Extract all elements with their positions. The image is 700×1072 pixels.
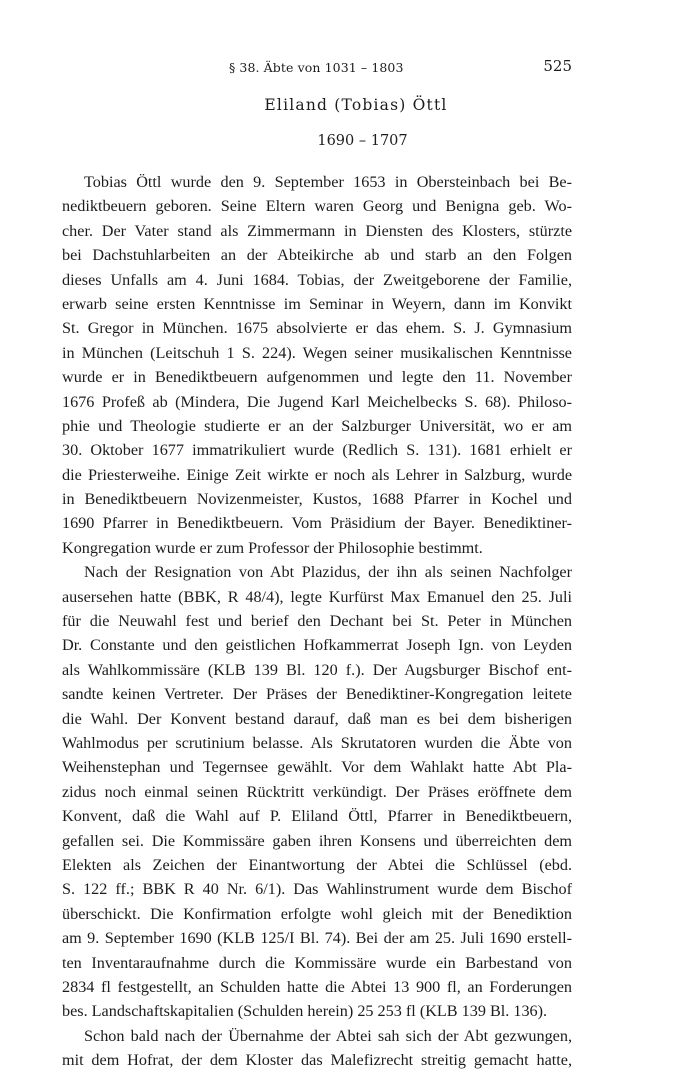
text-line: Weihenstephan und Tegernsee gewählt. Vor dem Wahlakt hatte Abt Pla- (62, 758, 572, 777)
text-line: dieses Unfalls am 4. Juni 1684. Tobias, der Zweitgeborene der Familie, (62, 270, 572, 289)
text-line: am 9. September 1690 (KLB 125/I Bl. 74). Bei der am 25. Juli 1690 erstell- (62, 929, 572, 948)
text-line: Elekten als Zeichen der Einantwortung der Abtei die Schlüssel (ebd. (62, 855, 572, 874)
text-line: Tobias Öttl wurde den 9. September 1653 in Obersteinbach bei Be- (84, 173, 572, 191)
page-number: 525 (543, 57, 572, 75)
text-line: Nach der Resignation von Abt Plazidus, der ihn als seinen Nachfolger (84, 563, 572, 582)
text-line: cher. Der Vater stand als Zimmermann in Diensten des Klosters, stürzte (62, 221, 572, 240)
text-line: Wahlmodus per scrutinium belasse. Als Skrutatoren wurden die Äbte von (62, 733, 572, 752)
text-line: Dr. Constante und den geistlichen Hofkammerrat Joseph Ign. von Leyden (62, 636, 572, 655)
running-head: § 38. Äbte von 1031 – 1803 (229, 60, 404, 75)
text-line: nediktbeuern geboren. Seine Eltern waren Georg und Benigna geb. Wo- (62, 197, 572, 216)
text-line: Schon bald nach der Übernahme der Abtei sah sich der Abt gezwungen, (84, 1026, 572, 1045)
text-line: die Priesterweihe. Einige Zeit wirkte er noch als Lehrer in Salzburg, wurde (62, 465, 572, 484)
text-line: für die Neuwahl fest und berief den Dechant bei St. Peter in München (62, 612, 572, 631)
text-line: 2834 fl festgestellt, an Schulden hatte die Abtei 13 900 fl, an Forderungen (62, 977, 572, 996)
text-line: zidus noch einmal seinen Rücktritt verkündigt. Der Präses eröffnete dem (62, 782, 572, 801)
text-line: überschickt. Die Konfirmation erfolgte wohl gleich mit der Benediktion (62, 904, 572, 923)
text-line: wurde er in Benediktbeuern aufgenommen und legte den 11. November (62, 368, 572, 387)
text-line: gefallen sei. Die Kommissäre gaben ihren Konsens und überreichten dem (62, 831, 572, 850)
text-line: als Wahlkommissäre (KLB 139 Bl. 120 f.). Der Augsburger Bischof ent- (62, 660, 572, 679)
text-line: 1690 Pfarrer in Benediktbeuern. Vom Präsidium der Bayer. Benediktiner- (62, 514, 572, 533)
text-line: 1676 Profeß ab (Mindera, Die Jugend Karl Meichelbecks S. 68). Philoso- (62, 392, 572, 411)
body-text (62, 170, 572, 1072)
text-line: Konvent, daß die Wahl auf P. Eliland Öttl, Pfarrer in Benediktbeuern, (62, 807, 572, 826)
text-line: S. 122 ff.; BBK R 40 Nr. 6/1). Das Wahlinstrument wurde dem Bischof (62, 880, 572, 899)
text-line: in München (Leitschuh 1 S. 224). Wegen seiner musikalischen Kenntnisse (62, 343, 572, 362)
text-line: sandte keinen Vertreter. Der Präses der Benediktiner-Kongregation leitete (62, 685, 572, 704)
text-line: ten Inventaraufnahme durch die Kommissäre wurde ein Barbestand von (62, 953, 572, 972)
text-line: erwarb seine ersten Kenntnisse im Seminar in Weyern, dann im Konvikt (62, 294, 572, 313)
text-line: ausersehen hatte (BBK, R 48/4), legte Kurfürst Max Emanuel den 25. Juli (62, 587, 572, 606)
text-line: mit dem Hofrat, der dem Kloster das Malefizrecht streitig gemacht hatte, (62, 1051, 572, 1070)
text-line: bei Dachstuhlarbeiten an der Abteikirche ab und starb an den Folgen (62, 246, 572, 265)
text-line: die Wahl. Der Konvent bestand darauf, daß man es bei dem bisherigen (62, 709, 572, 728)
text-line: 30. Oktober 1677 immatrikuliert wurde (Redlich S. 131). 1681 erhielt er (62, 441, 572, 460)
text-line: St. Gregor in München. 1675 absolvierte er das ehem. S. J. Gymnasium (62, 319, 572, 338)
text-line: Kongregation wurde er zum Professor der Philosophie bestimmt. (62, 538, 483, 557)
entry-dates: 1690 – 1707 (317, 133, 408, 149)
entry-title: Eliland (Tobias) Öttl (264, 96, 448, 114)
text-line: in Benediktbeuern Novizenmeister, Kustos, 1688 Pfarrer in Kochel und (62, 490, 572, 509)
text-line: phie und Theologie studierte er an der Salzburger Universität, wo er am (62, 416, 572, 435)
text-line: bes. Landschaftskapitalien (Schulden herein) 25 253 fl (KLB 139 Bl. 136). (62, 1002, 548, 1021)
